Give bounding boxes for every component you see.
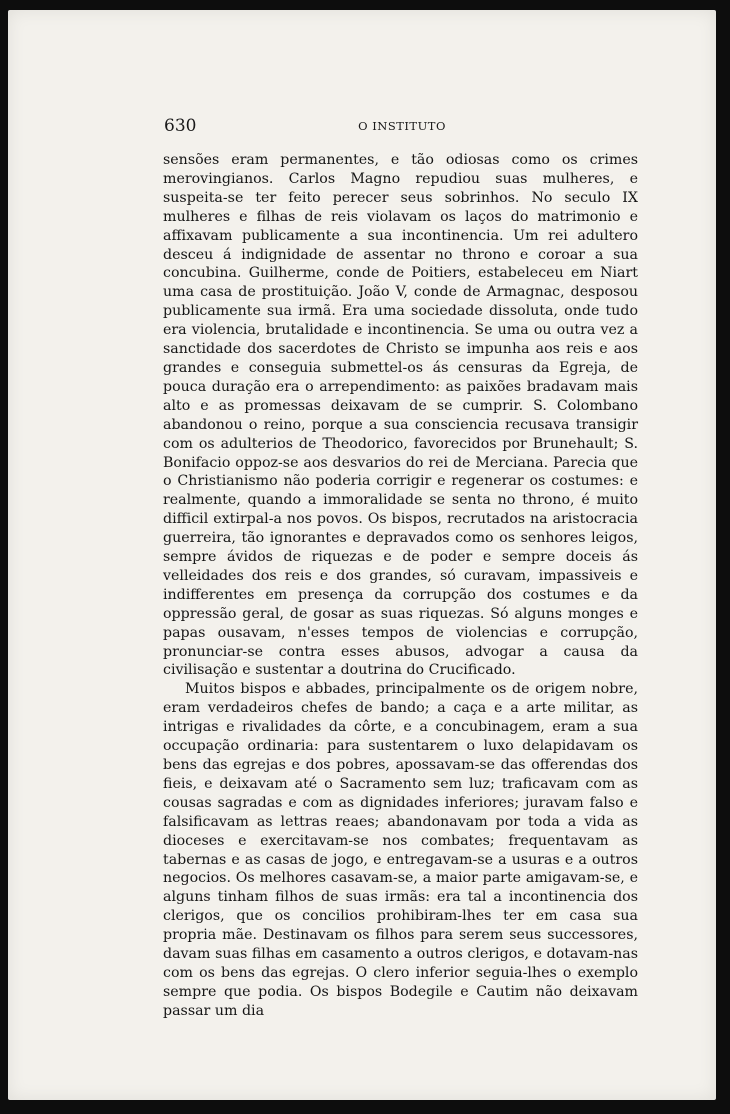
paragraph-2: Muitos bispos e abbades, principalmente os de origem nobre, eram verdadeiros chefes de bando; a caça e a arte militar, as intrigas e rivalidades da côrte, e a concubinagem, eram a sua occupação ordinaria: para sustentarem o luxo delapidavam os bens das egrejas e dos pobres, apossavam-se das offerendas dos fieis, e deixavam até o Sacramento sem luz; traficavam com as cousas sagradas e com as dignidades inferiores; juravam falso e falsificavam as lettras reaes; abandonavam por toda a vida as dioceses e exercitavam-se nos combates; frequentavam as tabernas e as casas de jogo, e entregavam-se a usuras e a outros negocios. Os melhores casavam-se, a maior parte amigavam-se, e alguns tinham filhos de suas irmãs: era tal a incontinencia dos clerigos, que os concilios prohibiram-lhes ter em casa sua propria mãe. Destinavam os filhos para serem seus successores, davam suas filhas em casamento a outros clerigos, e dotavam-nas com os bens das egrejas. O clero inferior seguia-lhes o exemplo sempre que podia. Os bispos Bodegile e Cautim não deixavam passar um dia <box>163 681 638 1019</box>
page-number: 630 <box>164 116 197 136</box>
paragraph-1 <box>163 151 638 680</box>
page-header <box>164 110 640 140</box>
paragraph-1-part-1: sensões eram permanentes, e tão odiosas como os crimes merovingianos. Carlos Magno repudiou suas mulheres, e suspeita-se ter feito perecer seus sobrinhos. No seculo <box>163 152 638 206</box>
running-title: O INSTITUTO <box>358 119 446 133</box>
body-text <box>163 151 638 1021</box>
paragraph-1-part-2: mulheres e filhas de reis violavam os laços do matrimonio e affixavam publicamente a sua incontinencia. Um rei adultero desceu á indignidade de assentar no throno e coroar a sua concubina. Guilherme, conde de Poitiers, estabeleceu em Niart uma casa de prostituição. João V, conde de Armagnac, desposou publicamente sua irmã. Era uma sociedade dissoluta, onde tudo era violencia, brutalidade e incontinencia. Se uma ou outra vez a sanctidade dos sacerdotes de Christo se impunha aos reis e aos grandes e conseguia submettel-os ás censuras da Egreja, de pouca duração era o arrependimento: as paixões bradavam mais alto e as promessas deixavam de se cumprir. S. Colombano abandonou o reino, porque a sua consciencia recusava transigir com os adulterios de Theodorico, favorecidos por Brunehault; S. Bonifacio oppoz-se aos desvarios do rei de Merciana. Parecia que o Christianismo não poderia corrigir e regenerar os costumes: e realmente, quando a immoralidade se senta no throno, é muito difficil extirpal-a nos povos. Os bispos, recrutados na aristocracia guerreira, tão ignorantes e depravados como os senhores leigos, sempre ávidos de riquezas e de poder e sempre doceis ás velleidades dos reis e dos grandes, só curavam, impassiveis e indifferentes em presença da corrupção dos costumes e da oppressão geral, de gosar as suas riquezas. Só alguns monges e papas ousavam, n'esses tempos de violencias e corrupção, pronunciar-se contra esses abusos, advogar a causa da civilisação e sustentar a doutrina do Crucificado. <box>163 208 638 679</box>
roman-numeral: IX <box>622 189 638 206</box>
